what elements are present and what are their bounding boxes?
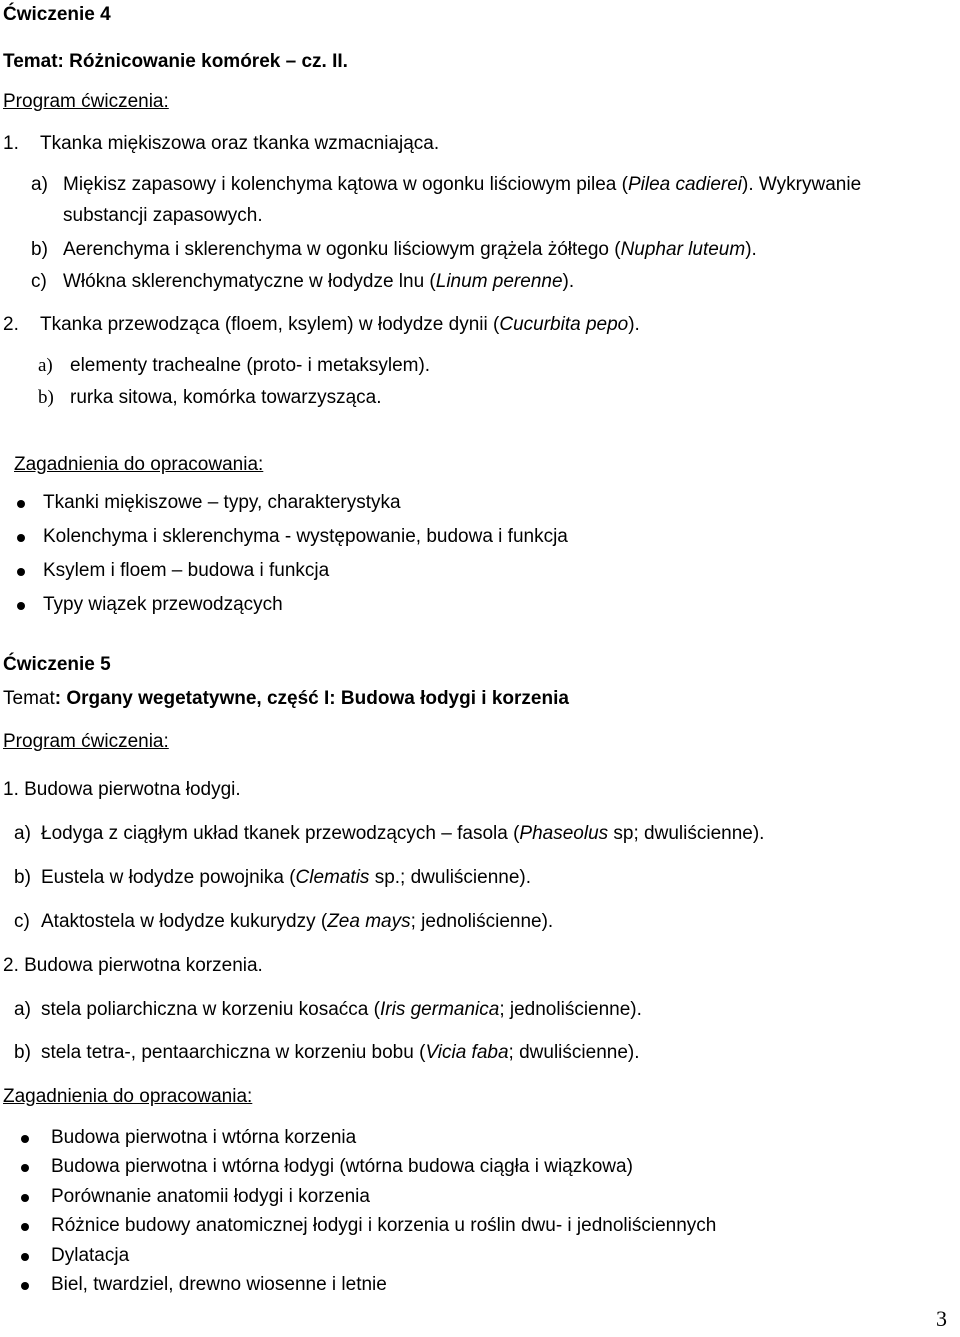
bullet-icon [21, 1194, 29, 1202]
exercise-5-item-1c: Ataktostela w łodydze kukurydzy (Zea mays; jednoliścienne). [41, 911, 554, 932]
exercise-4-item-2-num: 2. [3, 314, 19, 335]
exercise-5-item-1a: Łodyga z ciągłym układ tkanek przewodzących – fasola (Phaseolus sp; dwuliścienne). [41, 823, 765, 844]
exercise-5-item-1b: Eustela w łodydze powojnika (Clematis sp.; dwuliścienne). [41, 867, 532, 888]
exercise-5-item-2b: stela tetra-, pentaarchiczna w korzeniu bobu (Vicia faba; dwuliścienne). [41, 1042, 640, 1063]
exercise-4-item-2b: rurka sitowa, komórka towarzysząca. [70, 387, 382, 408]
exercise-4-item-2a: elementy trachealne (proto- i metaksylem). [70, 355, 431, 376]
exercise-4-item-2: Tkanka przewodząca (floem, ksylem) w łodydze dynii (Cucurbita pepo). [40, 314, 640, 335]
exercise-5-heading: Ćwiczenie 5 [3, 654, 111, 675]
list-item: Budowa pierwotna i wtórna łodygi (wtórna budowa ciągła i wiązkowa) [51, 1156, 633, 1177]
exercise-5-item-1b-letter: b) [14, 867, 31, 888]
exercise-4-heading: Ćwiczenie 4 [3, 4, 111, 25]
exercise-4-item-1b-letter: b) [31, 239, 48, 260]
exercise-5-item-2: 2. Budowa pierwotna korzenia. [3, 955, 263, 976]
exercise-5-issues-label: Zagadnienia do opracowania: [3, 1086, 253, 1107]
exercise-4-item-1: 1. [3, 133, 19, 154]
bullet-icon [21, 1164, 29, 1172]
exercise-4-topic: Temat: Różnicowanie komórek – cz. II. [3, 51, 348, 72]
exercise-5-item-1: 1. Budowa pierwotna łodygi. [3, 779, 241, 800]
exercise-4-item-2a-letter: a) [38, 355, 53, 376]
bullet-icon [21, 1135, 29, 1143]
exercise-5-item-1c-letter: c) [14, 911, 30, 932]
bullet-icon [17, 534, 25, 542]
exercise-4-item-2b-letter: b) [38, 387, 54, 408]
exercise-4-issues-label: Zagadnienia do opracowania: [14, 454, 264, 475]
exercise-5-item-2a-letter: a) [14, 999, 31, 1020]
bullet-icon [17, 568, 25, 576]
exercise-5-item-2b-letter: b) [14, 1042, 31, 1063]
list-item: Typy wiązek przewodzących [43, 594, 283, 615]
list-item: Ksylem i floem – budowa i funkcja [43, 560, 330, 581]
bullet-icon [17, 500, 25, 508]
bullet-icon [21, 1253, 29, 1261]
list-item: Kolenchyma i sklerenchyma - występowanie, budowa i funkcja [43, 526, 568, 547]
bullet-icon [17, 602, 25, 610]
exercise-5-topic: Temat: Organy wegetatywne, część I: Budowa łodygi i korzenia [3, 688, 569, 709]
list-item: Porównanie anatomii łodygi i korzenia [51, 1186, 370, 1207]
page-number: 3 [936, 1306, 947, 1331]
exercise-4-program-label: Program ćwiczenia: [3, 91, 169, 112]
exercise-4-item-1-text: Tkanka miękiszowa oraz tkanka wzmacniająca. [40, 133, 440, 154]
exercise-4-item-1c-letter: c) [31, 271, 47, 292]
exercise-4-item-1b: Aerenchyma i sklerenchyma w ogonku liściowym grążela żółtego (Nuphar luteum). [63, 239, 757, 260]
list-item: Biel, twardziel, drewno wiosenne i letnie [51, 1274, 387, 1295]
list-item: Różnice budowy anatomicznej łodygi i korzenia u roślin dwu- i jednoliściennych [51, 1215, 717, 1236]
list-item: Budowa pierwotna i wtórna korzenia [51, 1127, 357, 1148]
exercise-4-item-1c: Włókna sklerenchymatyczne w łodydze lnu (Linum perenne). [63, 271, 575, 292]
exercise-5-item-1a-letter: a) [14, 823, 31, 844]
exercise-4-item-1a-letter: a) [31, 174, 48, 195]
list-item: Dylatacja [51, 1245, 130, 1266]
exercise-5-program-label: Program ćwiczenia: [3, 731, 169, 752]
list-item: Tkanki miękiszowe – typy, charakterystyka [43, 492, 401, 513]
bullet-icon [21, 1282, 29, 1290]
bullet-icon [21, 1223, 29, 1231]
exercise-5-item-2a: stela poliarchiczna w korzeniu kosaćca (Iris germanica; jednoliścienne). [41, 999, 642, 1020]
exercise-4-item-1a-cont: substancji zapasowych. [63, 205, 263, 226]
exercise-4-item-1a: Miękisz zapasowy i kolenchyma kątowa w ogonku liściowym pilea (Pilea cadierei). Wykrywanie [63, 174, 862, 195]
